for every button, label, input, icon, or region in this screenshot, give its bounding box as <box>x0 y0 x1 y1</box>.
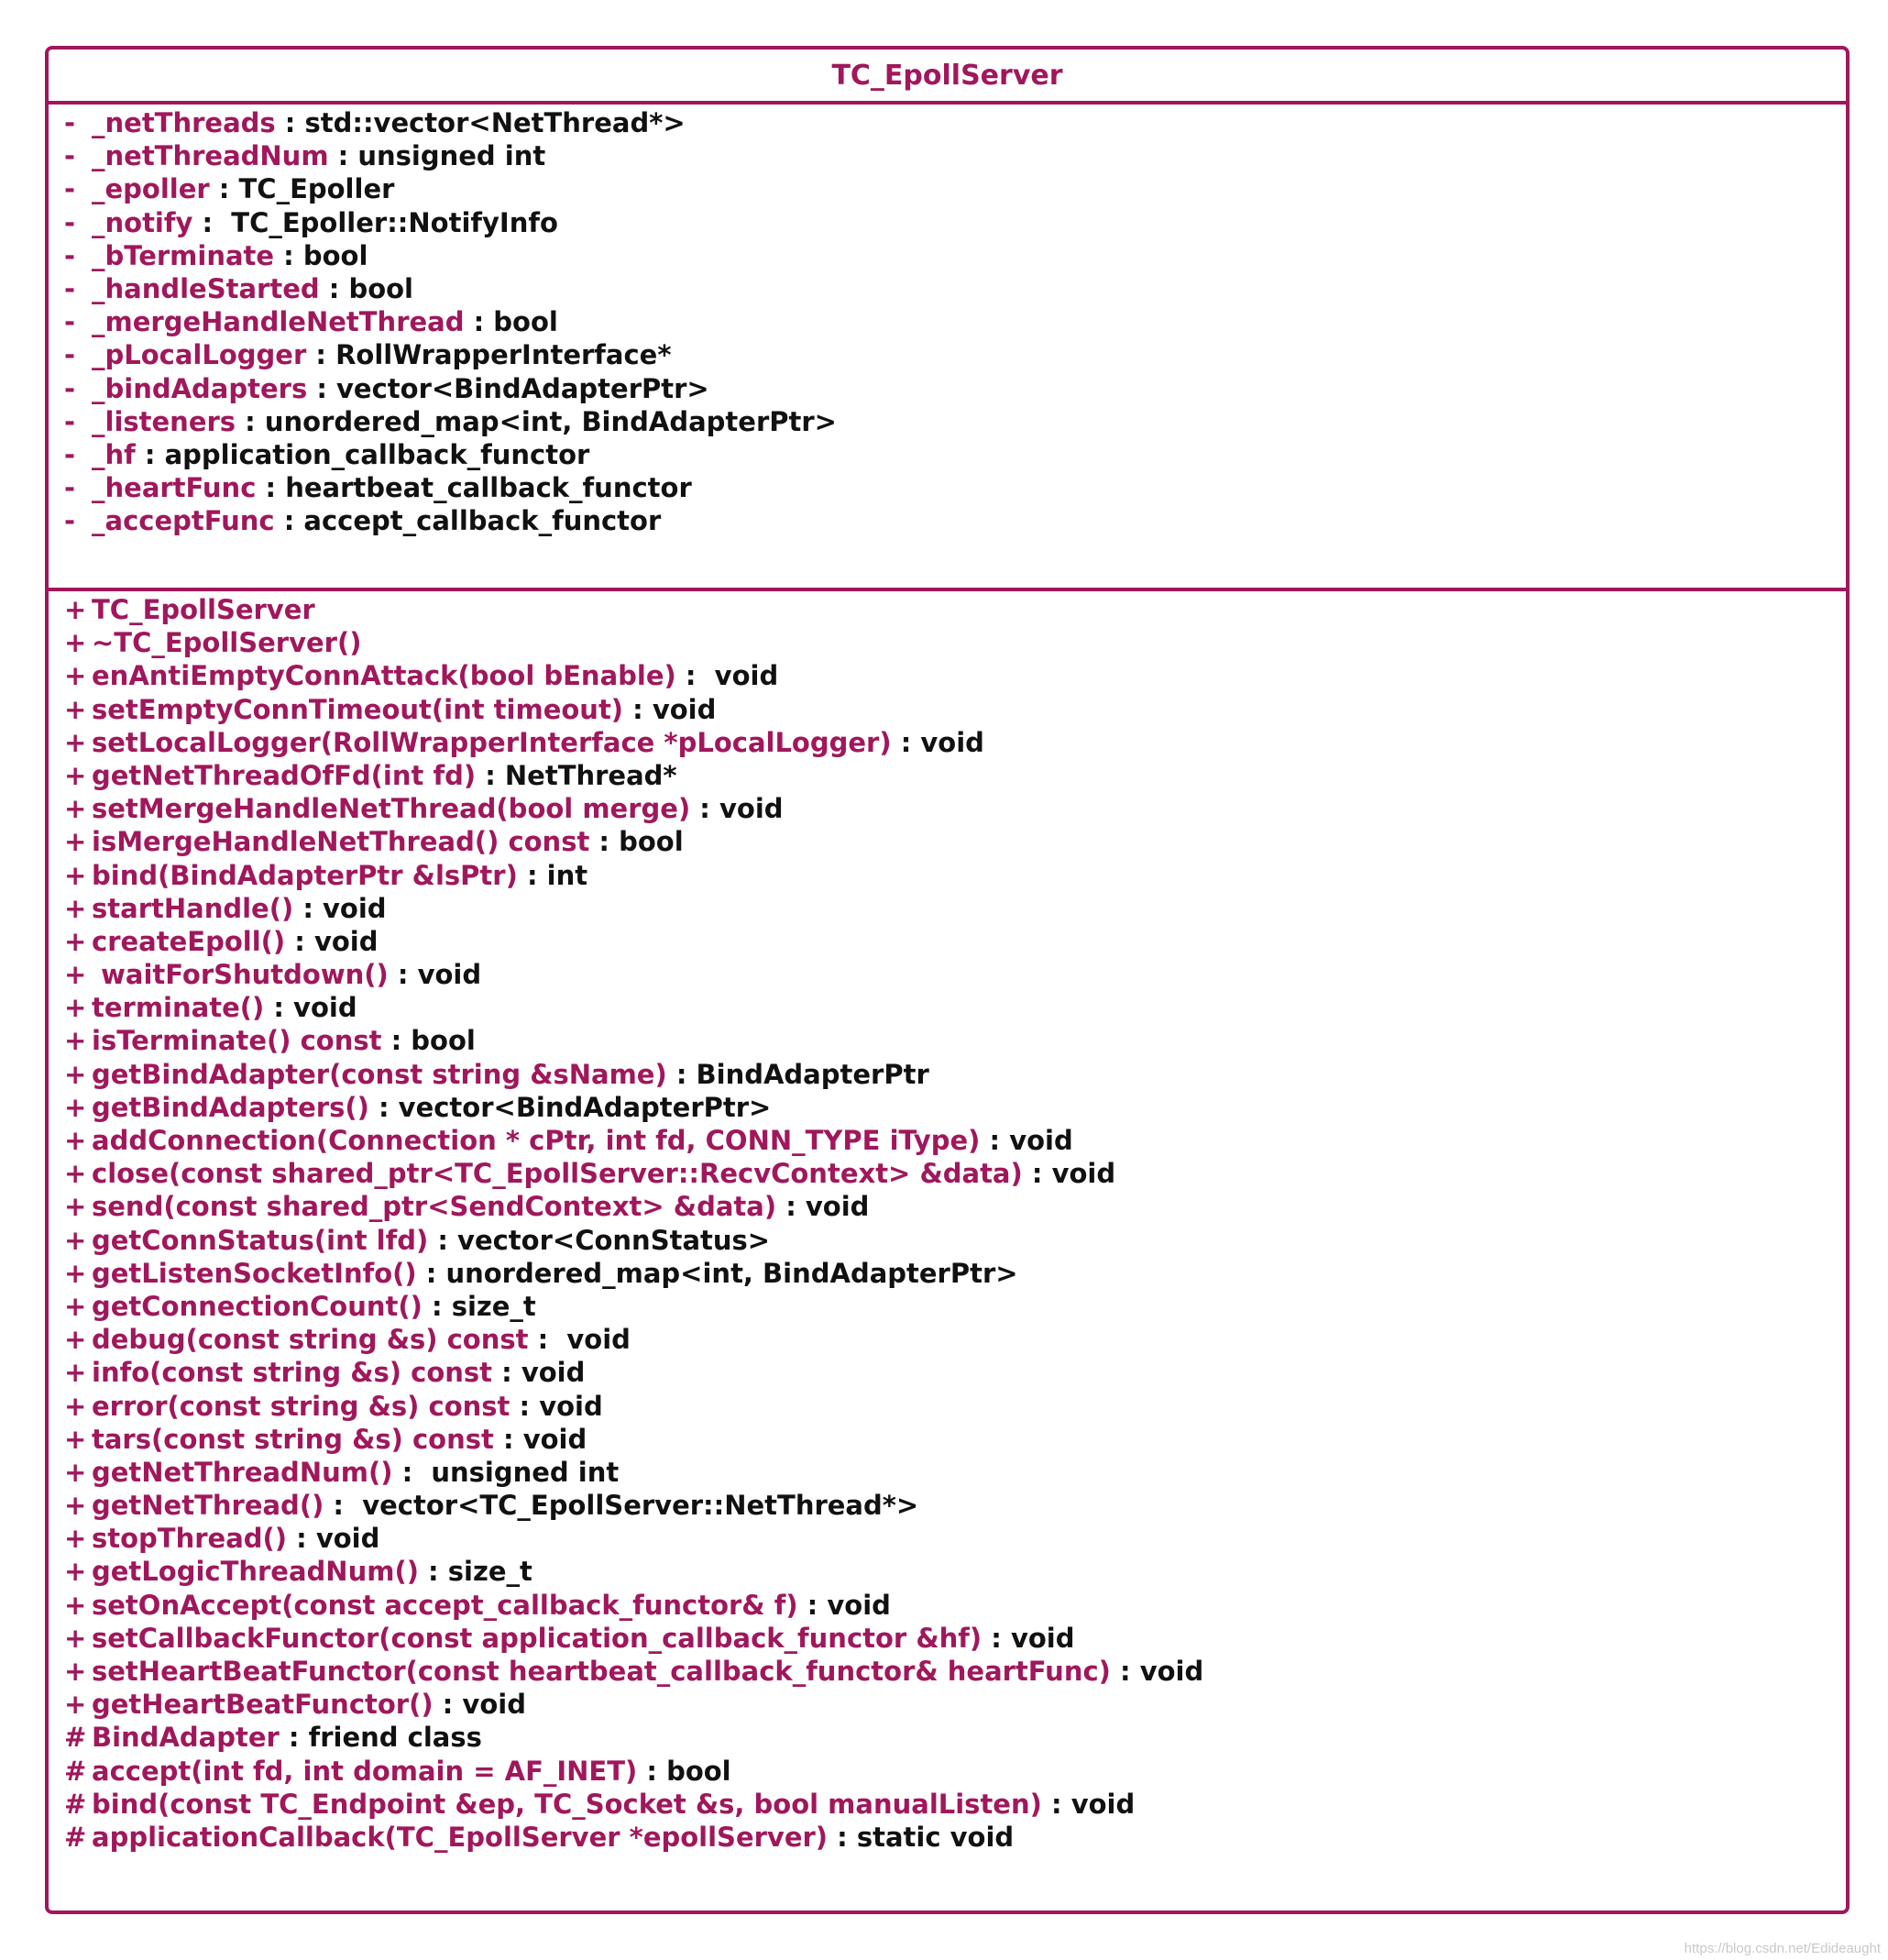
visibility-symbol: - <box>64 173 76 205</box>
method-row <box>64 1821 1846 1854</box>
method-row <box>64 1589 1846 1622</box>
method-row-type: void <box>313 925 379 957</box>
visibility-symbol: + <box>64 1025 87 1057</box>
method-row <box>64 1091 1846 1124</box>
visibility-symbol: + <box>64 1125 87 1156</box>
attribute-row-type: bool <box>348 272 413 304</box>
type-separator: : <box>528 1324 567 1356</box>
method-row <box>64 1058 1846 1091</box>
method-row-name: setOnAccept(const accept_callback_functor& f) <box>92 1589 798 1621</box>
method-row-type: void <box>521 1357 586 1389</box>
watermark: https://blog.csdn.net/Edideaught <box>1684 1941 1881 1956</box>
visibility-symbol: - <box>64 140 76 172</box>
attribute-row-type: vector<BindAdapterPtr> <box>336 372 709 404</box>
method-row-type: void <box>714 660 779 692</box>
method-row-name: stopThread() <box>92 1523 288 1555</box>
method-row-type: vector<TC_EpollServer::NetThread*> <box>362 1490 919 1522</box>
attribute-row-name: _notify <box>92 206 193 238</box>
attribute-row-name: _bTerminate <box>92 239 275 271</box>
type-separator: : <box>623 693 653 725</box>
method-row-type: friend class <box>308 1722 482 1754</box>
method-row-type: void <box>1070 1788 1136 1820</box>
method-row-name: close(const shared_ptr<TC_EpollServer::RecvContext> &data) <box>92 1158 1023 1190</box>
method-row-type: void <box>652 693 717 725</box>
type-separator: : <box>666 1058 697 1090</box>
type-separator: : <box>510 1390 540 1422</box>
method-row <box>64 1257 1846 1290</box>
type-separator: : <box>236 405 265 437</box>
visibility-symbol: + <box>64 1656 87 1687</box>
type-separator: : <box>293 892 324 924</box>
attribute-row <box>64 438 1846 471</box>
attribute-row <box>64 106 1846 139</box>
method-row-name: setLocalLogger(RollWrapperInterface *pLocalLogger) <box>92 726 892 758</box>
method-row-type: void <box>462 1689 526 1721</box>
method-row-type: void <box>522 1423 587 1455</box>
method-row <box>64 1224 1846 1257</box>
method-row <box>64 1655 1846 1688</box>
method-row-name: tars(const string &s) const <box>92 1423 494 1455</box>
visibility-symbol: + <box>64 1257 87 1289</box>
type-separator: : <box>418 1556 448 1588</box>
visibility-symbol: + <box>64 1290 87 1322</box>
method-row-name: send(const shared_ptr<SendContext> &data) <box>92 1191 777 1223</box>
visibility-symbol: - <box>64 339 76 371</box>
attribute-row-type: accept_callback_functor <box>303 505 662 537</box>
type-separator: : <box>675 660 715 692</box>
type-separator: : <box>279 1722 309 1754</box>
type-separator: : <box>797 1589 828 1621</box>
method-row <box>64 626 1846 659</box>
visibility-symbol: + <box>64 1556 87 1588</box>
type-separator: : <box>433 1689 463 1721</box>
type-separator: : <box>287 1523 316 1555</box>
attribute-row-name: _mergeHandleNetThread <box>92 306 465 338</box>
attribute-row <box>64 372 1846 405</box>
type-separator: : <box>589 826 620 858</box>
attribute-row <box>64 172 1846 205</box>
visibility-symbol: + <box>64 992 87 1024</box>
type-separator: : <box>517 859 547 891</box>
method-row <box>64 693 1846 726</box>
method-row <box>64 1024 1846 1057</box>
type-separator: : <box>285 925 314 957</box>
visibility-symbol: + <box>64 660 87 692</box>
attribute-row-type: bool <box>302 239 368 271</box>
method-row-type: void <box>417 959 482 991</box>
method-row <box>64 892 1846 925</box>
visibility-symbol: + <box>64 1191 87 1223</box>
visibility-symbol: + <box>64 1456 87 1488</box>
method-row-name: createEpoll() <box>92 925 286 957</box>
visibility-symbol: + <box>64 1390 87 1422</box>
method-row-type: int <box>546 859 588 891</box>
type-separator: : <box>1110 1656 1140 1687</box>
type-separator: : <box>381 1025 412 1057</box>
method-row-name: bind(const TC_Endpoint &ep, TC_Socket &s, bool manualListen) <box>92 1788 1042 1820</box>
visibility-symbol: + <box>64 1324 87 1356</box>
attribute-row-name: _pLocalLogger <box>92 339 307 371</box>
attributes-section <box>49 105 1846 591</box>
type-separator: : <box>135 438 165 470</box>
method-row-type: bool <box>619 826 684 858</box>
method-row-type: bool <box>411 1025 476 1057</box>
type-separator: : <box>476 759 505 791</box>
method-row-name: getConnStatus(int lfd) <box>92 1224 429 1256</box>
method-row <box>64 1124 1846 1157</box>
attribute-row-name: _handleStarted <box>92 272 320 304</box>
methods-section <box>49 591 1846 1854</box>
type-separator: : <box>980 1125 1010 1156</box>
method-row-name: getBindAdapters() <box>92 1091 369 1123</box>
visibility-symbol: + <box>64 959 87 991</box>
visibility-symbol: + <box>64 1523 87 1555</box>
method-row <box>64 593 1846 626</box>
method-row <box>64 1190 1846 1223</box>
visibility-symbol: + <box>64 793 87 825</box>
attribute-row <box>64 239 1846 272</box>
attribute-row-type: TC_Epoller::NotifyInfo <box>231 206 558 238</box>
attribute-row-name: _bindAdapters <box>92 372 308 404</box>
method-row <box>64 958 1846 991</box>
attribute-row-type: bool <box>493 306 558 338</box>
visibility-symbol: + <box>64 826 87 858</box>
type-separator: : <box>422 1290 452 1322</box>
method-row-type: size_t <box>447 1556 532 1588</box>
attribute-row-name: _listeners <box>92 405 236 437</box>
method-row-name: setMergeHandleNetThread(bool merge) <box>92 793 691 825</box>
type-separator: : <box>637 1755 667 1787</box>
method-row <box>64 1522 1846 1555</box>
uml-class-box <box>45 46 1850 1914</box>
method-row-type: void <box>1010 1622 1075 1654</box>
attribute-row-name: _hf <box>92 438 136 470</box>
visibility-symbol: + <box>64 1589 87 1621</box>
attribute-row-name: _heartFunc <box>92 472 257 504</box>
method-row-name: TC_EpollServer <box>92 594 315 625</box>
type-separator: : <box>388 959 418 991</box>
visibility-symbol: + <box>64 627 87 659</box>
method-row-type: void <box>323 892 387 924</box>
method-row-type: static void <box>856 1821 1015 1853</box>
visibility-symbol: - <box>64 107 76 138</box>
visibility-symbol: + <box>64 1091 87 1123</box>
method-row <box>64 925 1846 958</box>
type-separator: : <box>324 1490 363 1522</box>
visibility-symbol: - <box>64 372 76 404</box>
method-row <box>64 1721 1846 1754</box>
method-row-type: BindAdapterPtr <box>696 1058 929 1090</box>
visibility-symbol: + <box>64 859 87 891</box>
type-separator: : <box>1022 1158 1052 1190</box>
method-row <box>64 792 1846 825</box>
method-row-name: enAntiEmptyConnAttack(bool bEnable) <box>92 660 676 692</box>
visibility-symbol: - <box>64 472 76 504</box>
type-separator: : <box>690 793 719 825</box>
method-row-name: getHeartBeatFunctor() <box>92 1689 434 1721</box>
attribute-row-name: _netThreadNum <box>92 140 329 172</box>
attribute-row-type: RollWrapperInterface* <box>335 339 672 371</box>
visibility-symbol: + <box>64 1689 87 1721</box>
attribute-row <box>64 206 1846 239</box>
method-row <box>64 1622 1846 1655</box>
attribute-row-type: application_callback_functor <box>164 438 590 470</box>
type-separator: : <box>368 1091 399 1123</box>
visibility-symbol: - <box>64 505 76 537</box>
method-row-name: getBindAdapter(const string &sName) <box>92 1058 667 1090</box>
method-row-name: terminate() <box>92 992 265 1024</box>
visibility-symbol: # <box>64 1821 87 1853</box>
method-row-name: getNetThreadNum() <box>92 1456 393 1488</box>
method-row-type: void <box>293 992 357 1024</box>
visibility-symbol: + <box>64 1423 87 1455</box>
type-separator: : <box>274 239 303 271</box>
type-separator: : <box>492 1357 521 1389</box>
method-row-type: void <box>1009 1125 1073 1156</box>
method-row-name: getListenSocketInfo() <box>92 1257 417 1289</box>
visibility-symbol: + <box>64 1490 87 1522</box>
method-row-type: void <box>566 1324 631 1356</box>
type-separator: : <box>776 1191 806 1223</box>
method-row-name: addConnection(Connection * cPtr, int fd, CONN_TYPE iType) <box>92 1125 981 1156</box>
visibility-symbol: - <box>64 438 76 470</box>
method-row <box>64 825 1846 858</box>
type-separator: : <box>256 472 286 504</box>
attribute-row <box>64 504 1846 537</box>
method-row <box>64 759 1846 792</box>
attribute-row-type: std::vector<NetThread*> <box>304 107 686 138</box>
type-separator: : <box>828 1821 857 1853</box>
method-row-type: size_t <box>451 1290 536 1322</box>
method-row-type: void <box>1051 1158 1116 1190</box>
method-row <box>64 1788 1846 1821</box>
method-row-name: applicationCallback(TC_EpollServer *epollServer) <box>92 1821 829 1853</box>
method-row <box>64 859 1846 892</box>
visibility-symbol: # <box>64 1755 87 1787</box>
type-separator: : <box>306 339 336 371</box>
method-row <box>64 1157 1846 1190</box>
attribute-row-name: _acceptFunc <box>92 505 275 537</box>
visibility-symbol: + <box>64 1058 87 1090</box>
method-row-name: setEmptyConnTimeout(int timeout) <box>92 693 624 725</box>
type-separator: : <box>275 107 305 138</box>
type-separator: : <box>428 1224 458 1256</box>
visibility-symbol: # <box>64 1788 87 1820</box>
type-separator: : <box>274 505 304 537</box>
method-row <box>64 726 1846 759</box>
method-row-name: setCallbackFunctor(const application_callback_functor &hf) <box>92 1622 982 1654</box>
method-row-type: vector<ConnStatus> <box>457 1224 771 1256</box>
type-separator: : <box>192 206 232 238</box>
attribute-row <box>64 338 1846 371</box>
visibility-symbol: + <box>64 693 87 725</box>
attribute-row <box>64 471 1846 504</box>
visibility-symbol: # <box>64 1722 87 1754</box>
attribute-row-name: _netThreads <box>92 107 276 138</box>
visibility-symbol: + <box>64 1357 87 1389</box>
method-row-name: debug(const string &s) const <box>92 1324 529 1356</box>
method-row-type: unordered_map<int, BindAdapterPtr> <box>445 1257 1018 1289</box>
method-row <box>64 1290 1846 1323</box>
method-row-type: void <box>1139 1656 1204 1687</box>
attribute-row <box>64 305 1846 338</box>
visibility-symbol: + <box>64 925 87 957</box>
method-row-name: isTerminate() const <box>92 1025 382 1057</box>
type-separator: : <box>392 1456 432 1488</box>
type-separator: : <box>982 1622 1011 1654</box>
attribute-row-type: heartbeat_callback_functor <box>285 472 692 504</box>
method-row-type: void <box>827 1589 891 1621</box>
method-row-name: error(const string &s) const <box>92 1390 510 1422</box>
type-separator: : <box>416 1257 446 1289</box>
type-separator: : <box>1041 1788 1071 1820</box>
method-row-name: isMergeHandleNetThread() const <box>92 826 590 858</box>
visibility-symbol: + <box>64 726 87 758</box>
method-row-name: waitForShutdown() <box>92 959 389 991</box>
method-row-type: void <box>920 726 984 758</box>
method-row-name: bind(BindAdapterPtr &lsPtr) <box>92 859 518 891</box>
method-row <box>64 1456 1846 1489</box>
attribute-row <box>64 272 1846 305</box>
visibility-symbol: - <box>64 272 76 304</box>
method-row <box>64 1555 1846 1588</box>
method-row-type: bool <box>666 1755 731 1787</box>
attribute-row-name: _epoller <box>92 173 210 205</box>
method-row-type: void <box>315 1523 380 1555</box>
visibility-symbol: + <box>64 1224 87 1256</box>
attribute-row <box>64 139 1846 172</box>
visibility-symbol: + <box>64 594 87 625</box>
method-row-name: getNetThreadOfFd(int fd) <box>92 759 477 791</box>
visibility-symbol: - <box>64 206 76 238</box>
class-title: TC_EpollServer <box>49 50 1846 105</box>
type-separator: : <box>307 372 337 404</box>
method-row <box>64 1390 1846 1423</box>
attribute-row-type: unordered_map<int, BindAdapterPtr> <box>264 405 837 437</box>
visibility-symbol: + <box>64 1158 87 1190</box>
visibility-symbol: - <box>64 239 76 271</box>
method-row-name: BindAdapter <box>92 1722 280 1754</box>
type-separator: : <box>891 726 921 758</box>
method-row <box>64 1423 1846 1456</box>
type-separator: : <box>264 992 294 1024</box>
visibility-symbol: + <box>64 1622 87 1654</box>
method-row-name: getLogicThreadNum() <box>92 1556 419 1588</box>
method-row-name: accept(int fd, int domain = AF_INET) <box>92 1755 638 1787</box>
visibility-symbol: + <box>64 892 87 924</box>
method-row <box>64 659 1846 692</box>
method-row-name: getConnectionCount() <box>92 1290 423 1322</box>
method-row-type: NetThread* <box>504 759 677 791</box>
type-separator: : <box>493 1423 523 1455</box>
visibility-symbol: - <box>64 405 76 437</box>
attribute-row-type: TC_Epoller <box>238 173 395 205</box>
visibility-symbol: - <box>64 306 76 338</box>
method-row-name: startHandle() <box>92 892 294 924</box>
method-row <box>64 1489 1846 1522</box>
method-row-type: unsigned int <box>431 1456 620 1488</box>
method-row <box>64 991 1846 1024</box>
visibility-symbol: + <box>64 759 87 791</box>
method-row-type: void <box>719 793 784 825</box>
method-row-type: vector<BindAdapterPtr> <box>398 1091 772 1123</box>
attribute-row-type: unsigned int <box>357 140 546 172</box>
method-row-name: getNetThread() <box>92 1490 324 1522</box>
method-row-name: ~TC_EpollServer() <box>92 627 362 659</box>
method-row <box>64 1323 1846 1356</box>
type-separator: : <box>328 140 358 172</box>
type-separator: : <box>464 306 494 338</box>
type-separator: : <box>319 272 349 304</box>
method-row-name: setHeartBeatFunctor(const heartbeat_callback_functor& heartFunc) <box>92 1656 1111 1687</box>
attribute-row <box>64 405 1846 438</box>
type-separator: : <box>209 173 239 205</box>
method-row <box>64 1688 1846 1721</box>
method-row-type: void <box>539 1390 603 1422</box>
method-row <box>64 1356 1846 1389</box>
method-row-name: info(const string &s) const <box>92 1357 493 1389</box>
method-row <box>64 1755 1846 1788</box>
method-row-type: void <box>805 1191 870 1223</box>
